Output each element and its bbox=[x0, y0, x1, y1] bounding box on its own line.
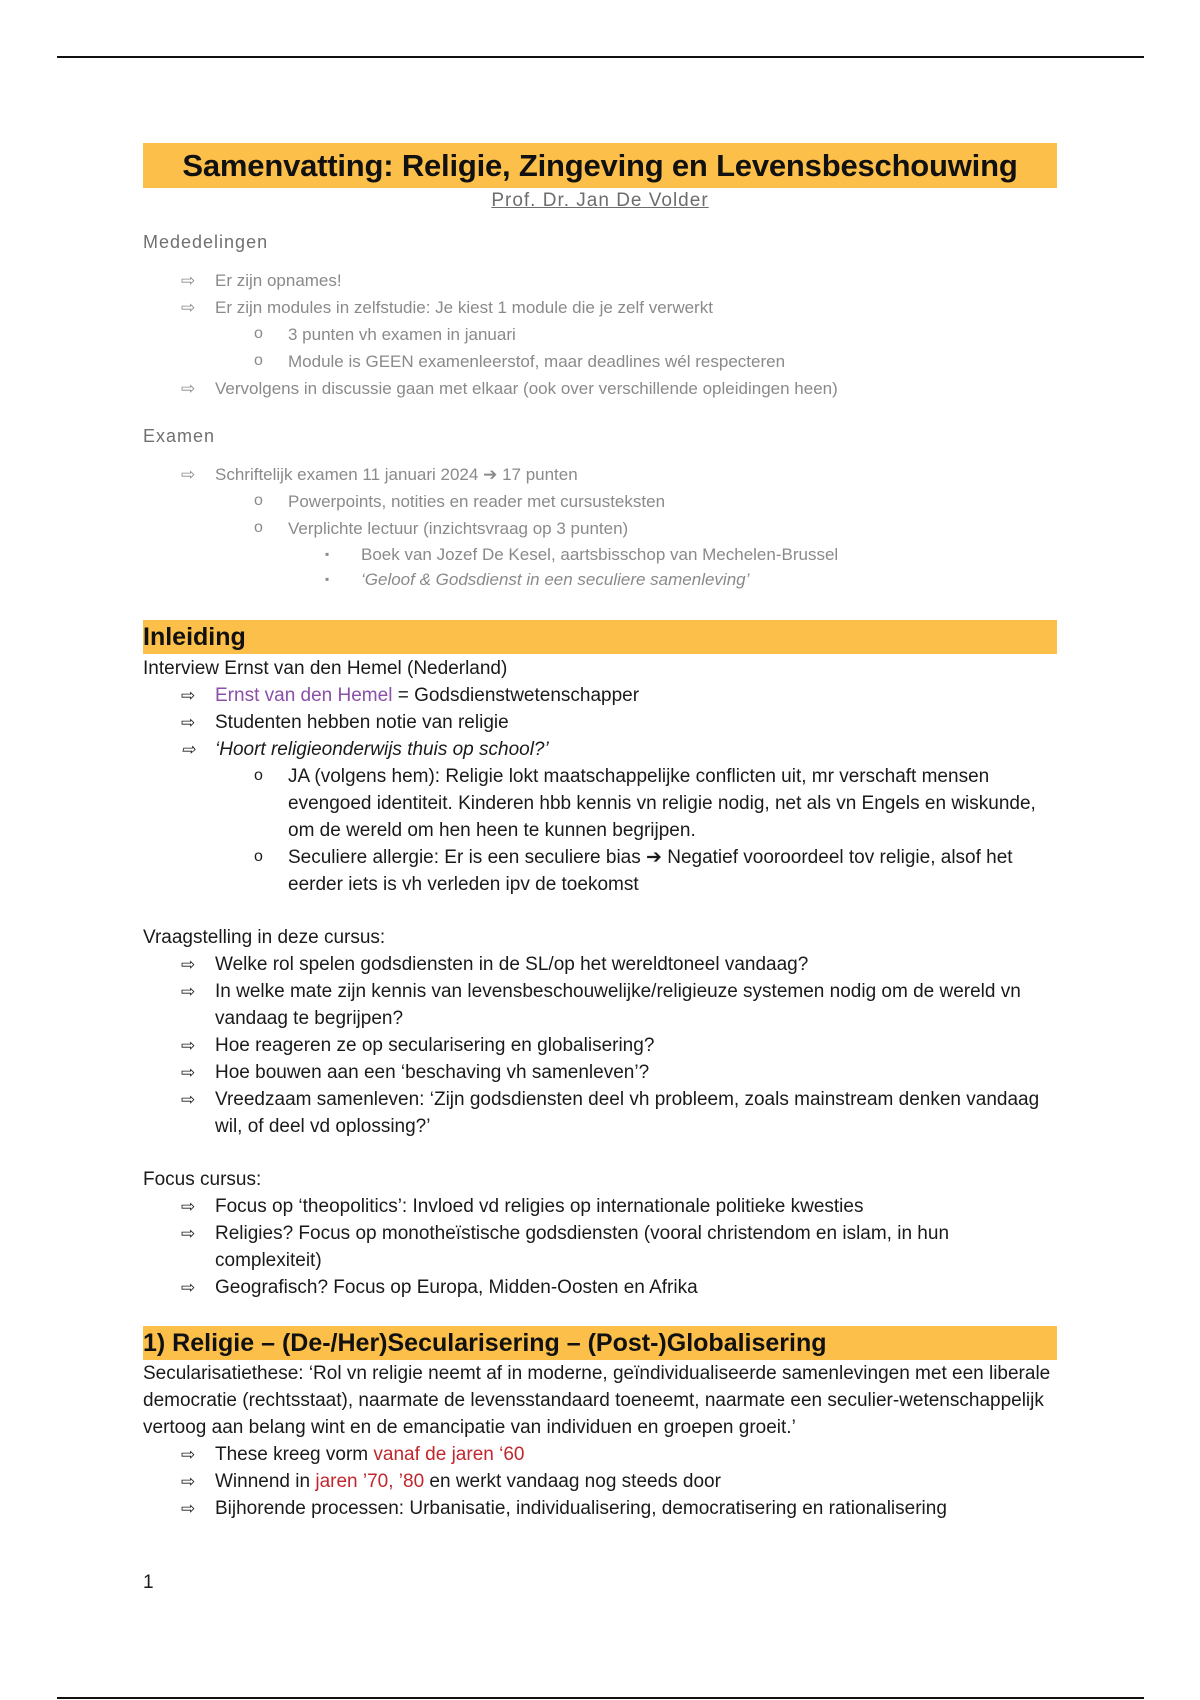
list-item bbox=[143, 1468, 1057, 1495]
list-item: ⇨ Er zijn modules in zelfstudie: Je kiest 1 module die je zelf verwerkt bbox=[143, 294, 1057, 321]
highlighted-period: vanaf de jaren ‘60 bbox=[373, 1444, 525, 1465]
author-line bbox=[143, 190, 1057, 212]
list-item bbox=[143, 1441, 1057, 1468]
sub-list-item bbox=[143, 844, 1057, 898]
list-item: ⇨ Hoe bouwen aan een ‘beschaving vh samenleven’? bbox=[143, 1059, 1057, 1086]
vraagstelling-list bbox=[143, 951, 1057, 1140]
inleiding-list bbox=[143, 682, 1057, 898]
document-page bbox=[143, 143, 1057, 1522]
sub-list-item: o Module is GEEN examenleerstof, maar deadlines wél respecteren bbox=[143, 348, 1057, 375]
list-item: ⇨ Studenten hebben notie van religie bbox=[143, 709, 1057, 736]
arrow-icon: ➔ bbox=[483, 465, 498, 484]
text: These kreeg vorm bbox=[215, 1444, 374, 1465]
exam-points-text: 17 punten bbox=[502, 465, 578, 484]
highlighted-period: jaren ’70, ’80 bbox=[315, 1471, 425, 1492]
mededelingen-heading: Mededelingen bbox=[143, 232, 269, 252]
list-item: ⇨ ‘Hoort religieonderwijs thuis op school?’ bbox=[143, 736, 1057, 763]
examen-heading: Examen bbox=[143, 426, 216, 446]
exam-date-text: Schriftelijk examen 11 januari 2024 bbox=[215, 465, 479, 484]
section-heading-1: 1) Religie – (De-/Her)Secularisering – (Post-)Globalisering bbox=[143, 1328, 827, 1357]
top-rule bbox=[57, 56, 1144, 58]
list-item: ⇨ Hoe reageren ze op secularisering en globalisering? bbox=[143, 1032, 1057, 1059]
list-item: ⇨ Er zijn opnames! bbox=[143, 267, 1057, 294]
author-name: Prof. Dr. Jan De Volder bbox=[491, 190, 709, 211]
section1-list bbox=[143, 1441, 1057, 1522]
list-item: ⇨ Religies? Focus op monotheïstische godsdiensten (vooral christendom en islam, in hun complexiteit) bbox=[143, 1220, 1057, 1274]
person-name: Ernst van den Hemel bbox=[215, 685, 393, 706]
sub-sub-list-item: ▪ ‘Geloof & Godsdienst in een seculiere samenleving’ bbox=[143, 567, 1057, 592]
list-item: ⇨ Bijhorende processen: Urbanisatie, individualisering, democratisering en rationalisering bbox=[143, 1495, 1057, 1522]
list-item: ⇨ Focus op ‘theopolitics’: Invloed vd religies op internationale politieke kwesties bbox=[143, 1193, 1057, 1220]
bias-explanation: Negatief vooroordeel tov religie, alsof het eerder iets is vh verleden ipv de toekomst bbox=[288, 847, 1013, 895]
mededelingen-list bbox=[143, 267, 1057, 402]
sub-sub-list-item: ▪ Boek van Jozef De Kesel, aartsbisschop van Mechelen-Brussel bbox=[143, 542, 1057, 567]
title-highlight bbox=[143, 143, 1057, 188]
list-item: ⇨ Welke rol spelen godsdiensten in de SL/op het wereldtoneel vandaag? bbox=[143, 951, 1057, 978]
text: en werkt vandaag nog steeds door bbox=[424, 1471, 721, 1492]
interview-line: Interview Ernst van den Hemel (Nederland) bbox=[143, 658, 508, 679]
person-role: = Godsdienstwetenschapper bbox=[392, 685, 640, 706]
sub-list-item: o Powerpoints, notities en reader met cursusteksten bbox=[143, 488, 1057, 515]
document-title: Samenvatting: Religie, Zingeving en Levensbeschouwing bbox=[182, 147, 1018, 183]
focus-heading: Focus cursus: bbox=[143, 1169, 262, 1190]
bias-text: Seculiere allergie: Er is een seculiere bias bbox=[288, 847, 641, 868]
focus-list bbox=[143, 1193, 1057, 1301]
list-item bbox=[143, 682, 1057, 709]
sub-list-item: o Verplichte lectuur (inzichtsvraag op 3 punten) bbox=[143, 515, 1057, 542]
bottom-rule bbox=[57, 1697, 1144, 1699]
page-number: 1 bbox=[143, 1572, 154, 1593]
inleiding-highlight bbox=[143, 620, 1057, 654]
vraagstelling-heading: Vraagstelling in deze cursus: bbox=[143, 927, 386, 948]
list-item: ⇨ Geografisch? Focus op Europa, Midden-Oosten en Afrika bbox=[143, 1274, 1057, 1301]
list-item: ⇨ In welke mate zijn kennis van levensbeschouwelijke/religieuze systemen nodig om de wereld vn vandaag te begrijpen? bbox=[143, 978, 1057, 1032]
list-item bbox=[143, 461, 1057, 488]
text: Winnend in bbox=[215, 1471, 316, 1492]
list-item: ⇨ Vreedzaam samenleven: ‘Zijn godsdiensten deel vh probleem, zoals mainstream denken vandaag wil, of deel vd oplossing?’ bbox=[143, 1086, 1057, 1140]
secularisatiethese-paragraph: Secularisatiethese: ‘Rol vn religie neemt af in moderne, geïndividualiseerde samenlevingen met een liberale democratie (rechtsstaat), naarmate de levensstandaard toeneemt, naarmate een seculier-wetenschappelijk vertoog aan belang wint en de emancipatie van individuen en groepen groeit.’ bbox=[143, 1363, 1051, 1438]
section1-highlight bbox=[143, 1326, 1057, 1360]
section-heading-inleiding: Inleiding bbox=[143, 622, 246, 651]
sub-list-item: o JA (volgens hem): Religie lokt maatschappelijke conflicten uit, mr verschaft mensen evengoed identiteit. Kinderen hbb kennis vn religie nodig, net als vn Engels en wiskunde, om de wereld om hen heen te kunnen begrijpen. bbox=[143, 763, 1057, 844]
sub-list-item: o 3 punten vh examen in januari bbox=[143, 321, 1057, 348]
list-item: ⇨ Vervolgens in discussie gaan met elkaar (ook over verschillende opleidingen heen) bbox=[143, 375, 1057, 402]
examen-list bbox=[143, 461, 1057, 592]
arrow-icon: ➔ bbox=[646, 847, 662, 868]
